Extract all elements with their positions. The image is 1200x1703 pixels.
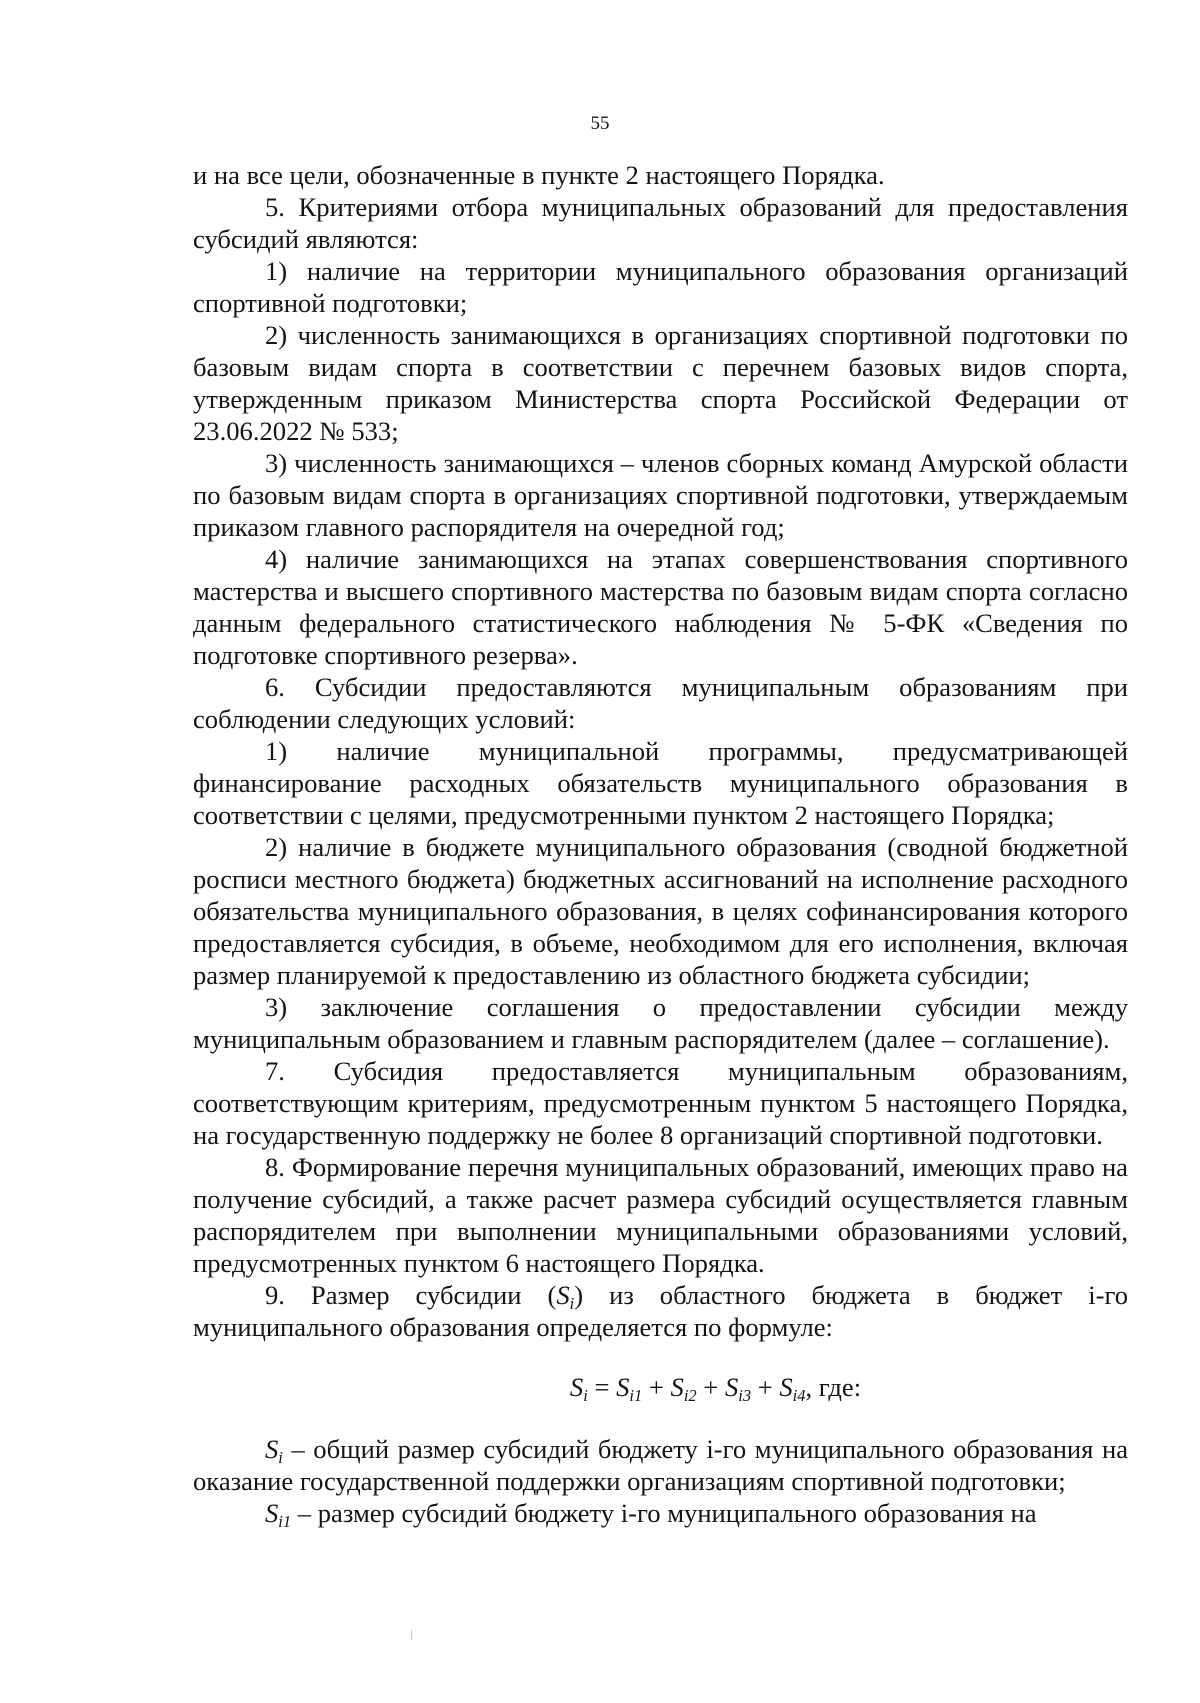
definition-si1-symbol: S (265, 1498, 279, 1528)
definition-si (193, 1433, 1128, 1497)
paragraph-condition-3: 3) заключение соглашения о предоставлении субсидии между муниципальным образованием и главным распорядителем (далее – соглашение). (193, 992, 1128, 1054)
paragraph-item-6: 6. Субсидии предоставляются муниципальным образованиям при соблюдении следующих условий: (193, 672, 1128, 734)
paragraph-item-7: 7. Субсидия предоставляется муниципальным образованиям, соответствующим критериям, предусмотренным пунктом 5 настоящего Порядка, на государственную поддержку не более 8 организаций спортивной подготовки. (193, 1056, 1128, 1150)
formula-term-3-sub: i3 (738, 1385, 752, 1405)
paragraph-item-5: 5. Критериями отбора муниципальных образований для предоставления субсидий являются: (193, 192, 1128, 254)
formula-plus-2: + (696, 1372, 725, 1402)
scan-mark (411, 1630, 412, 1640)
paragraph-continuation: и на все цели, обозначенные в пункте 2 настоящего Порядка. (193, 160, 885, 190)
formula-plus-1: + (642, 1372, 671, 1402)
definition-si1-text: – размер субсидий бюджету i-го муниципального образования на (291, 1498, 1037, 1528)
paragraph-criterion-4: 4) наличие занимающихся на этапах совершенствования спортивного мастерства и высшего спортивного мастерства по базовым видам спорта согласно данным федерального статистического наблюдения № 5-ФК «Сведения по подготовке спортивного резерва». (193, 544, 1128, 670)
paragraph-criterion-1: 1) наличие на территории муниципального образования организаций спортивной подготовки; (193, 256, 1128, 318)
formula-lhs-sub: i (583, 1385, 588, 1405)
paragraph-item-8: 8. Формирование перечня муниципальных образований, имеющих право на получение субсидий, а также расчет размера субсидий осуществляется главным распорядителем при выполнении муниципальными образованиями условий, предусмотренных пунктом 6 настоящего Порядка. (193, 1152, 1128, 1278)
page-number: 55 (590, 113, 610, 134)
p9-text-before: 9. Размер субсидии ( (265, 1280, 557, 1310)
p9-text-after: ) из областного бюджета в бюджет i-го муниципального образования определяется по формуле: (193, 1280, 1128, 1342)
definition-si-text: – общий размер субсидий бюджету i-го муниципального образования на оказание государственной поддержки организациям спортивной подготовки; (193, 1434, 1128, 1496)
definition-si-sub: i (278, 1447, 283, 1467)
formula-tail: , где: (805, 1372, 862, 1402)
definition-si1-sub: i1 (278, 1511, 292, 1531)
document-body (193, 159, 1128, 1529)
formula-plus-3: + (751, 1372, 780, 1402)
formula-term-3: S (724, 1372, 739, 1402)
formula-term-1-sub: i1 (629, 1385, 643, 1405)
formula-term-4-sub: i4 (792, 1385, 806, 1405)
paragraph-criterion-3: 3) численность занимающихся – членов сборных команд Амурской области по базовым видам спорта в организациях спортивной подготовки, утверждаемым приказом главного распорядителя на очередной год; (193, 448, 1128, 542)
paragraph-item-9 (193, 1279, 1128, 1343)
definition-si1 (193, 1497, 1128, 1529)
formula-term-2: S (670, 1372, 684, 1402)
formula-term-2-sub: i2 (683, 1385, 697, 1405)
p9-symbol-sub: i (569, 1293, 575, 1313)
formula-term-4: S (779, 1372, 793, 1402)
formula-term-1: S (616, 1372, 630, 1402)
formula-eq: = (587, 1372, 617, 1402)
formula-lhs: S (569, 1372, 584, 1402)
formula (193, 1371, 1128, 1403)
paragraph-condition-1: 1) наличие муниципальной программы, предусматривающей финансирование расходных обязательств муниципального образования в соответствии с целями, предусмотренными пунктом 2 настоящего Порядка; (193, 736, 1128, 830)
definition-si-symbol: S (265, 1434, 279, 1464)
paragraph-condition-2: 2) наличие в бюджете муниципального образования (сводной бюджетной росписи местного бюджета) бюджетных ассигнований на исполнение расходного обязательства муниципального образования, в целях софинансирования которого предоставляется субсидия, в объеме, необходимом для его исполнения, включая размер планируемой к предоставлению из областного бюджета субсидии; (193, 832, 1128, 990)
p9-symbol: S (556, 1280, 570, 1310)
paragraph-criterion-2: 2) численность занимающихся в организациях спортивной подготовки по базовым видам спорта в соответствии с перечнем базовых видов спорта, утвержденным приказом Министерства спорта Российской Федерации от 23.06.2022 № 533; (193, 320, 1128, 446)
